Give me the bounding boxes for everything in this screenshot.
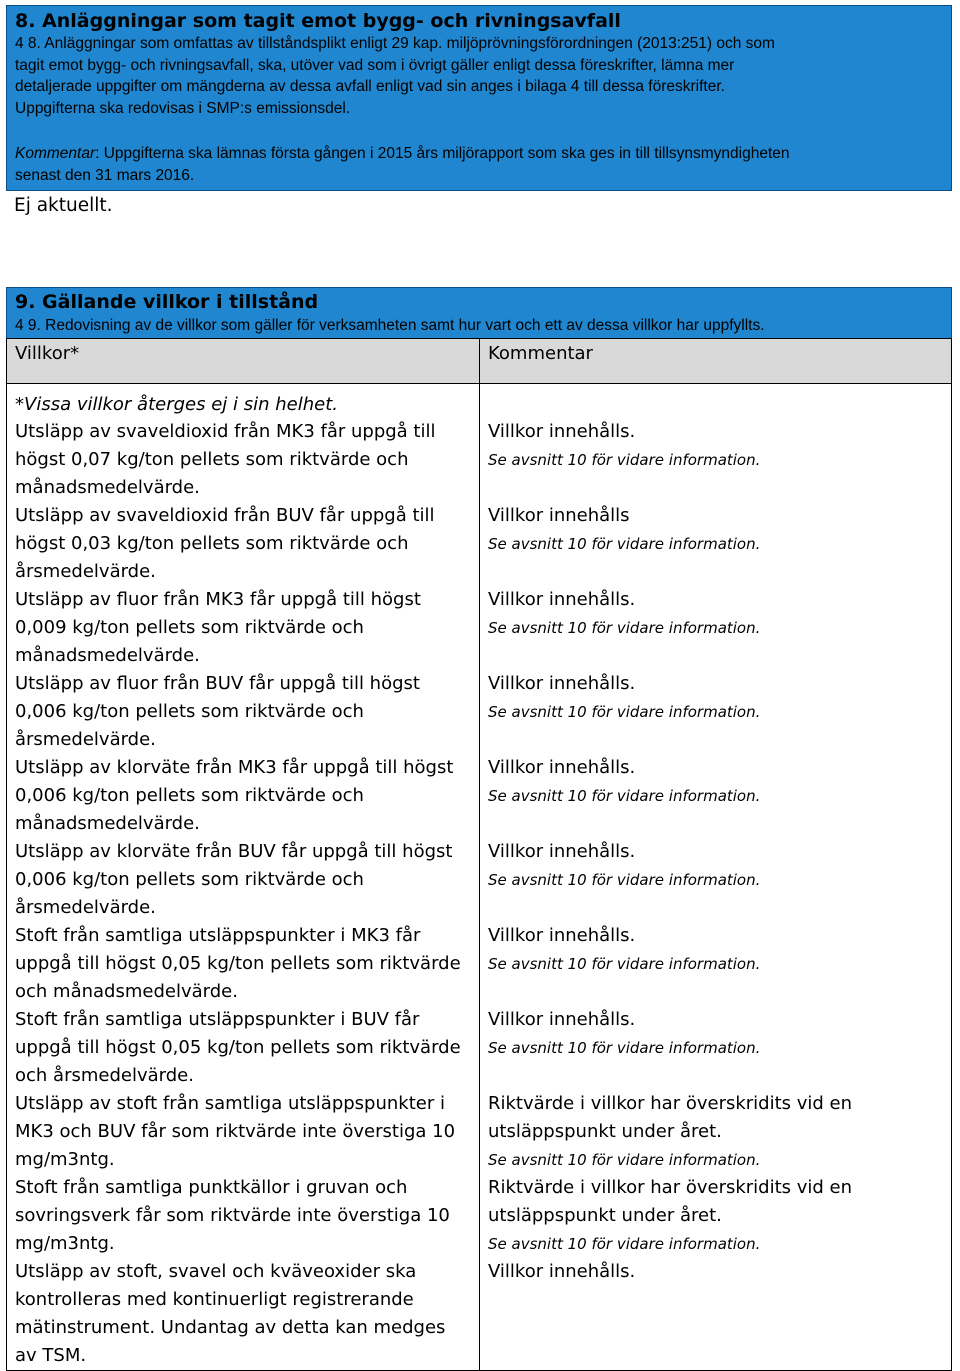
section-8-line: detaljerade uppgifter om mängderna av dessa avfall enligt vad sin anges i bilaga 4 till dessa föreskrifter. (15, 78, 725, 95)
villkor-cell (7, 1174, 480, 1258)
villkor-line: högst 0,07 kg/ton pellets som riktvärde och (15, 449, 409, 470)
villkor-line: 0,009 kg/ton pellets som riktvärde och (15, 617, 364, 638)
villkor-line: och årsmedelvärde. (15, 1065, 194, 1086)
reference-note: Se avsnitt 10 för vidare information. (488, 1151, 761, 1169)
kommentar-cell (480, 502, 952, 586)
section-9-title: 9. Gällande villkor i tillstånd (15, 291, 319, 313)
villkor-line: av TSM. (15, 1345, 87, 1366)
kommentar-line: Villkor innehålls. (488, 757, 636, 778)
villkor-line: och månadsmedelvärde. (15, 981, 238, 1002)
kommentar-line: Villkor innehålls. (488, 841, 636, 862)
villkor-line: månadsmedelvärde. (15, 477, 200, 498)
comment-label: Kommentar (15, 145, 96, 162)
table-row (7, 754, 952, 838)
villkor-cell (7, 1090, 480, 1174)
comment-text: senast den 31 mars 2016. (15, 166, 195, 184)
villkor-line: 0,006 kg/ton pellets som riktvärde och (15, 785, 364, 806)
villkor-cell (7, 586, 480, 670)
kommentar-line: Villkor innehålls. (488, 925, 636, 946)
reference-note: Se avsnitt 10 för vidare information. (488, 1039, 761, 1057)
villkor-line: uppgå till högst 0,05 kg/ton pellets som riktvärde (15, 953, 461, 974)
kommentar-line: Villkor innehålls. (488, 1261, 636, 1282)
villkor-line: årsmedelvärde. (15, 561, 156, 582)
kommentar-cell (480, 922, 952, 1006)
kommentar-line: utsläppspunkt under året. (488, 1205, 722, 1226)
villkor-line: Stoft från samtliga utsläppspunkter i BUV får (15, 1009, 420, 1030)
header-kommentar: Kommentar (480, 339, 952, 384)
kommentar-cell (480, 670, 952, 754)
section-8-title: 8. Anläggningar som tagit emot bygg- och rivningsavfall (15, 10, 621, 32)
kommentar-cell (480, 418, 952, 502)
villkor-line: Utsläpp av svaveldioxid från MK3 får uppgå till (15, 421, 436, 442)
table-row (7, 586, 952, 670)
kommentar-line: Riktvärde i villkor har överskridits vid en (488, 1177, 853, 1198)
kommentar-line: Villkor innehålls. (488, 1009, 636, 1030)
section-8-comment (15, 143, 951, 186)
kommentar-line: Villkor innehålls. (488, 421, 636, 442)
villkor-line: årsmedelvärde. (15, 897, 156, 918)
comment-text: : Uppgifterna ska lämnas första gången i 2015 års miljörapport som ska ges in till tillsynsmyndigheten (95, 145, 790, 162)
table-note-row (7, 384, 952, 419)
villkor-cell (7, 754, 480, 838)
villkor-line: 0,006 kg/ton pellets som riktvärde och (15, 869, 364, 890)
villkor-cell (7, 502, 480, 586)
table-row (7, 1090, 952, 1174)
villkor-line: månadsmedelvärde. (15, 813, 200, 834)
kommentar-cell (480, 754, 952, 838)
villkor-line: sovringsverk får som riktvärde inte överstiga 10 (15, 1205, 450, 1226)
villkor-line: Utsläpp av fluor från MK3 får uppgå till högst (15, 589, 421, 610)
villkor-line: Utsläpp av klorväte från MK3 får uppgå till högst (15, 757, 454, 778)
table-note: *Vissa villkor återges ej i sin helhet. (7, 384, 480, 419)
kommentar-cell (480, 1258, 952, 1371)
reference-note: Se avsnitt 10 för vidare information. (488, 955, 761, 973)
section-8-line: tagit emot bygg- och rivningsavfall, ska, utöver vad som i övrigt gäller enligt dessa föreskrifter, lämna mer (15, 56, 735, 74)
table-row (7, 502, 952, 586)
section-8-body (15, 33, 951, 119)
status-text: Ej aktuellt. (14, 195, 113, 216)
villkor-cell (7, 670, 480, 754)
villkor-cell (7, 1006, 480, 1090)
table-row (7, 1006, 952, 1090)
villkor-cell (7, 1258, 480, 1371)
kommentar-line: Villkor innehålls. (488, 673, 636, 694)
reference-note: Se avsnitt 10 för vidare information. (488, 451, 761, 469)
villkor-line: mg/m3ntg. (15, 1233, 115, 1254)
villkor-line: Stoft från samtliga punktkällor i gruvan och (15, 1177, 408, 1198)
kommentar-line: Villkor innehålls (488, 505, 630, 526)
villkor-line: 0,006 kg/ton pellets som riktvärde och (15, 701, 364, 722)
reference-note: Se avsnitt 10 för vidare information. (488, 535, 761, 553)
header-villkor: Villkor* (7, 339, 480, 384)
kommentar-cell (480, 1006, 952, 1090)
reference-note: Se avsnitt 10 för vidare information. (488, 871, 761, 889)
conditions-table (6, 338, 952, 1371)
villkor-line: årsmedelvärde. (15, 729, 156, 750)
reference-note: Se avsnitt 10 för vidare information. (488, 703, 761, 721)
villkor-line: högst 0,03 kg/ton pellets som riktvärde och (15, 533, 409, 554)
villkor-line: Utsläpp av stoft, svavel och kväveoxider ska (15, 1261, 417, 1282)
reference-note: Se avsnitt 10 för vidare information. (488, 1235, 761, 1253)
table-row (7, 418, 952, 502)
table-row (7, 922, 952, 1006)
reference-note: Se avsnitt 10 för vidare information. (488, 787, 761, 805)
villkor-line: Stoft från samtliga utsläppspunkter i MK3 får (15, 925, 421, 946)
villkor-line: Utsläpp av stoft från samtliga utsläppspunkter i (15, 1093, 445, 1114)
kommentar-line: Villkor innehålls. (488, 589, 636, 610)
section-8-box (6, 5, 952, 191)
kommentar-cell (480, 1090, 952, 1174)
villkor-line: Utsläpp av fluor från BUV får uppgå till högst (15, 673, 420, 694)
villkor-cell (7, 418, 480, 502)
table-row (7, 1174, 952, 1258)
villkor-cell (7, 838, 480, 922)
table-row (7, 1258, 952, 1371)
villkor-line: mätinstrument. Undantag av detta kan medges (15, 1317, 446, 1338)
villkor-line: mg/m3ntg. (15, 1149, 115, 1170)
section-8-line: Uppgifterna ska redovisas i SMP:s emissionsdel. (15, 99, 351, 117)
section-9-box (6, 287, 952, 339)
villkor-line: MK3 och BUV får som riktvärde inte överstiga 10 (15, 1121, 456, 1142)
table-row (7, 670, 952, 754)
section-8-line: 4 8. Anläggningar som omfattas av tillståndsplikt enligt 29 kap. miljöprövningsförordningen (2013:251) och som (15, 35, 775, 52)
section-9-body: 4 9. Redovisning av de villkor som gäller för verksamheten samt hur vart och ett av dessa villkor har uppfyllts. (15, 317, 765, 334)
villkor-line: Utsläpp av svaveldioxid från BUV får uppgå till (15, 505, 435, 526)
reference-note: Se avsnitt 10 för vidare information. (488, 619, 761, 637)
villkor-line: månadsmedelvärde. (15, 645, 200, 666)
villkor-line: uppgå till högst 0,05 kg/ton pellets som riktvärde (15, 1037, 461, 1058)
kommentar-line: Riktvärde i villkor har överskridits vid en (488, 1093, 853, 1114)
kommentar-line: utsläppspunkt under året. (488, 1121, 722, 1142)
villkor-cell (7, 922, 480, 1006)
table-row (7, 838, 952, 922)
kommentar-cell (480, 586, 952, 670)
villkor-line: Utsläpp av klorväte från BUV får uppgå till högst (15, 841, 453, 862)
kommentar-cell (480, 1174, 952, 1258)
villkor-line: kontrolleras med kontinuerligt registrerande (15, 1289, 414, 1310)
kommentar-cell (480, 838, 952, 922)
table-body (7, 384, 952, 1371)
